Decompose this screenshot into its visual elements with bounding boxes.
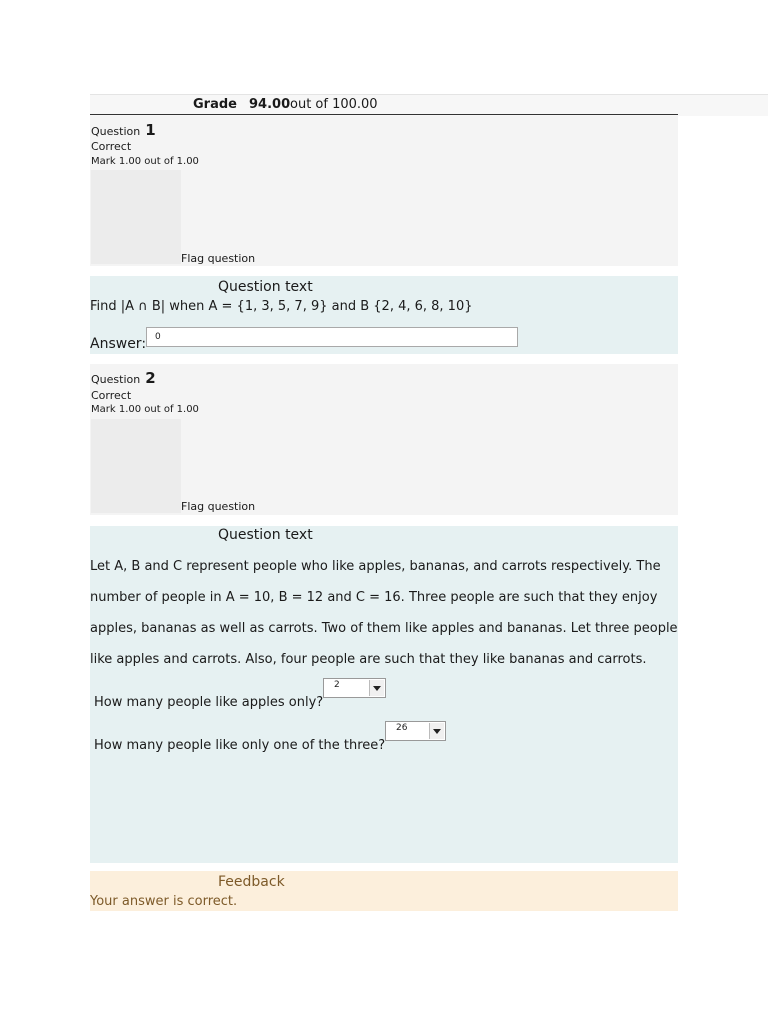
question-2-text-line: Let A, B and C represent people who like apples, bananas, and carrots respectively. The xyxy=(90,559,661,574)
question-2-text-line: apples, bananas as well as carrots. Two of them like apples and bananas. Let three people xyxy=(90,621,678,636)
answer-input[interactable] xyxy=(146,327,518,347)
chevron-down-icon[interactable] xyxy=(369,680,384,696)
flag-icon[interactable] xyxy=(91,419,181,513)
question-2-flag-link[interactable]: Flag question xyxy=(181,500,256,513)
question-label: Question xyxy=(91,125,141,138)
grade-out-of: out of 100.00 xyxy=(290,97,378,112)
question-1-state: Correct xyxy=(91,140,132,153)
selected-value: 2 xyxy=(334,680,340,690)
question-1-text-heading: Question text xyxy=(218,279,313,295)
question-2-title xyxy=(91,368,156,387)
grade-value: 94.00 xyxy=(249,97,291,112)
selected-value: 26 xyxy=(396,723,408,733)
feedback-text: Your answer is correct. xyxy=(90,894,238,909)
question-number: 2 xyxy=(145,369,156,387)
grade-label: Grade xyxy=(193,97,237,112)
only-one-select[interactable] xyxy=(385,721,446,741)
question-2-text-heading: Question text xyxy=(218,527,313,543)
answer-label: Answer: xyxy=(90,336,147,352)
question-label: Question xyxy=(91,373,141,386)
apples-only-select[interactable] xyxy=(323,678,386,698)
grade-divider xyxy=(90,114,678,115)
question-2-mark: Mark 1.00 out of 1.00 xyxy=(91,404,199,415)
question-2-text-line: like apples and carrots. Also, four people are such that they like bananas and carrots. xyxy=(90,652,647,667)
grade-summary-bar xyxy=(90,94,768,116)
question-1-flag-link[interactable]: Flag question xyxy=(181,252,256,265)
question-number: 1 xyxy=(145,121,156,139)
question-2-state: Correct xyxy=(91,389,132,402)
sub-question-apples-only: How many people like apples only? xyxy=(94,695,324,710)
question-2-text-line: number of people in A = 10, B = 12 and C = 16. Three people are such that they enjoy xyxy=(90,590,658,605)
question-1-text: Find |A ∩ B| when A = {1, 3, 5, 7, 9} and B {2, 4, 6, 8, 10} xyxy=(90,299,473,314)
flag-icon[interactable] xyxy=(91,170,181,264)
chevron-down-icon[interactable] xyxy=(429,723,444,739)
question-1-title xyxy=(91,120,156,139)
feedback-heading: Feedback xyxy=(218,874,285,890)
question-1-mark: Mark 1.00 out of 1.00 xyxy=(91,156,199,167)
sub-question-only-one: How many people like only one of the three? xyxy=(94,738,386,753)
